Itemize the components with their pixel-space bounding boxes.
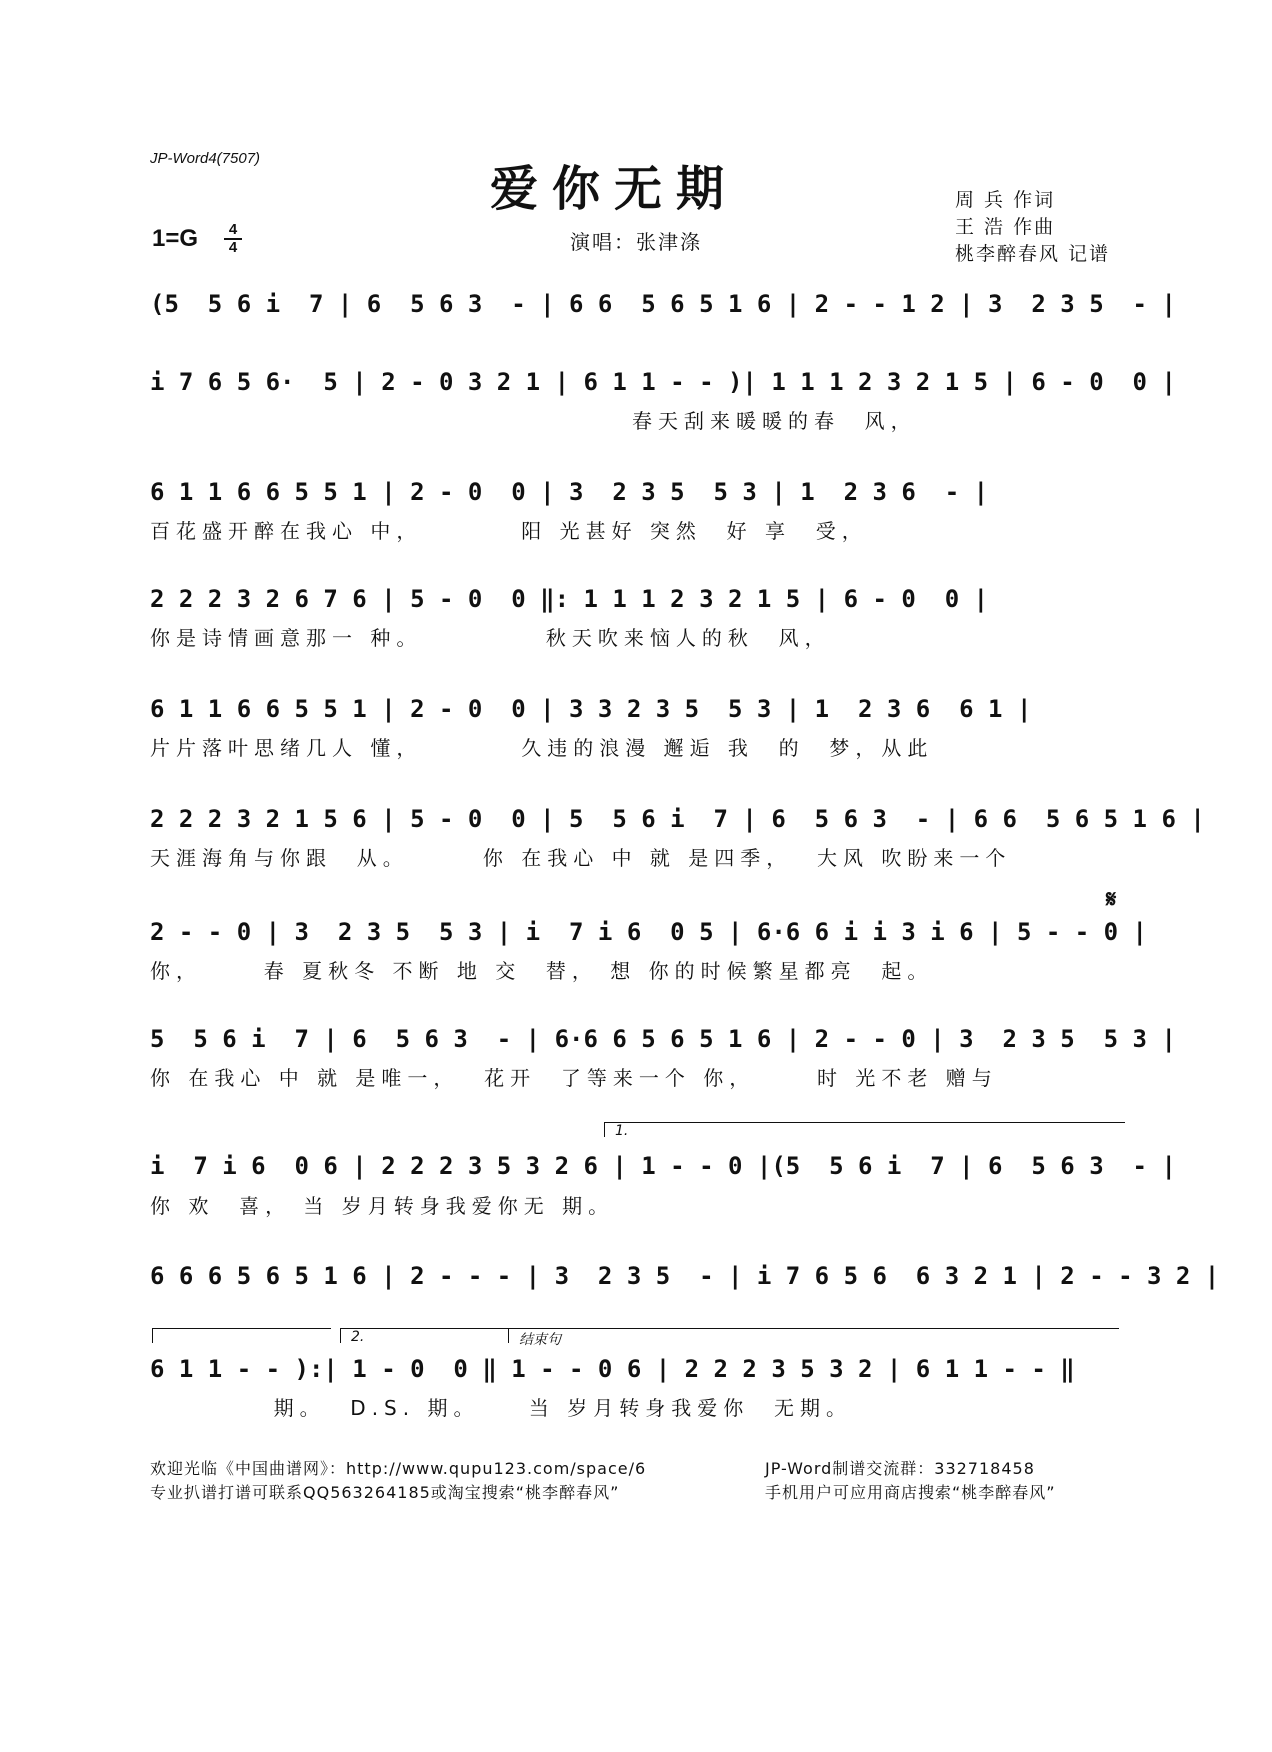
song-title: 爱你无期 xyxy=(490,161,739,217)
system-6-lyrics: 天涯海角与你跟 从。 你 在我心 中 就 是四季， 大风 吹盼来一个 xyxy=(150,846,1012,870)
volta-1: 1. xyxy=(604,1122,1125,1137)
system-10-notes: 6 6 6 5 6 5 1 6 | 2 - - - | 3 2 3 5 - | i 7 6 5 6 6 3 2 1 | 2 - - 3 2 | xyxy=(150,1262,1220,1290)
coda-bracket: 结束句 xyxy=(508,1328,1119,1343)
time-signature-bottom: 4 xyxy=(228,239,238,256)
software-label: JP-Word4(7507) xyxy=(150,150,261,167)
volta-1-continuation xyxy=(152,1328,331,1343)
footer-contact: 专业扒谱打谱可联系QQ563264185或淘宝搜索“桃李醉春风” xyxy=(150,1483,620,1502)
system-7-lyrics: 你， 春 夏秋冬 不断 地 交 替， 想 你的时候繁星都亮 起。 xyxy=(150,959,934,983)
system-2-lyrics: 春天刮来暖暖的春 风， xyxy=(150,409,917,433)
time-signature-top: 4 xyxy=(224,222,242,240)
footer-app: 手机用户可应用商店搜索“桃李醉春风” xyxy=(765,1483,1056,1502)
footer-group: JP-Word制谱交流群：332718458 xyxy=(765,1459,1035,1478)
volta-2: 2. xyxy=(340,1328,511,1343)
system-7-notes: 2 - - 0 | 3 2 3 5 5 3 | i 7 i 6 0 5 | 6·6 6 i i 3 i 6 | 5 - - 0 | xyxy=(150,918,1147,946)
system-5-lyrics: 片片落叶思绪几人 懂， 久违的浪漫 邂逅 我 的 梦，从此 xyxy=(150,736,934,760)
segno-sign: 𝄋 xyxy=(1106,885,1117,913)
system-3-notes: 6 1 1 6 6 5 5 1 | 2 - 0 0 | 3 2 3 5 5 3 | 1 2 3 6 - | xyxy=(150,478,989,506)
system-4-notes: 2 2 2 3 2 6 7 6 | 5 - 0 0 ‖: 1 1 1 2 3 2 1 5 | 6 - 0 0 | xyxy=(150,585,989,613)
singer-credit: 演唱：张津涤 xyxy=(570,230,702,254)
system-5-notes: 6 1 1 6 6 5 5 1 | 2 - 0 0 | 3 3 2 3 5 5 3 | 1 2 3 6 6 1 | xyxy=(150,695,1032,723)
system-8-notes: 5 5 6 i 7 | 6 5 6 3 - | 6·6 6 5 6 5 1 6 | 2 - - 0 | 3 2 3 5 5 3 | xyxy=(150,1025,1176,1053)
system-8-lyrics: 你 在我心 中 就 是唯一， 花开 了等来一个 你， 时 光不老 赠与 xyxy=(150,1066,998,1090)
footer-website: 欢迎光临《中国曲谱网》：http://www.qupu123.com/space/6 xyxy=(150,1459,647,1478)
composer-credit: 王 浩 作曲 xyxy=(955,216,1056,238)
system-4-lyrics: 你是诗情画意那一 种。 秋天吹来恼人的秋 风， xyxy=(150,626,831,650)
transcriber-credit: 桃李醉春风 记谱 xyxy=(955,243,1111,265)
system-11-lyrics: 期。 D.S. 期。 当 岁月转身我爱你 无期。 xyxy=(150,1396,852,1420)
time-signature xyxy=(224,222,242,256)
system-9-notes: i 7 i 6 0 6 | 2 2 2 3 5 3 2 6 | 1 - - 0 |(5 5 6 i 7 | 6 5 6 3 - | xyxy=(150,1152,1176,1180)
key-signature: 1=G xyxy=(152,225,199,252)
lyricist-credit: 周 兵 作词 xyxy=(955,189,1056,211)
system-6-notes: 2 2 2 3 2 1 5 6 | 5 - 0 0 | 5 5 6 i 7 | 6 5 6 3 - | 6 6 5 6 5 1 6 | xyxy=(150,805,1205,833)
system-1-notes: (5 5 6 i 7 | 6 5 6 3 - | 6 6 5 6 5 1 6 | 2 - - 1 2 | 3 2 3 5 - | xyxy=(150,290,1176,318)
system-3-lyrics: 百花盛开醉在我心 中， 阳 光甚好 突然 好 享 受， xyxy=(150,519,868,543)
system-11-notes: 6 1 1 - - ):| 1 - 0 0 ‖ 1 - - 0 6 | 2 2 2 3 5 3 2 | 6 1 1 - - ‖ xyxy=(150,1355,1075,1383)
system-2-notes: i 7 6 5 6· 5 | 2 - 0 3 2 1 | 6 1 1 - - )| 1 1 1 2 3 2 1 5 | 6 - 0 0 | xyxy=(150,368,1176,396)
system-9-lyrics: 你 欢 喜， 当 岁月转身我爱你无 期。 xyxy=(150,1194,615,1218)
